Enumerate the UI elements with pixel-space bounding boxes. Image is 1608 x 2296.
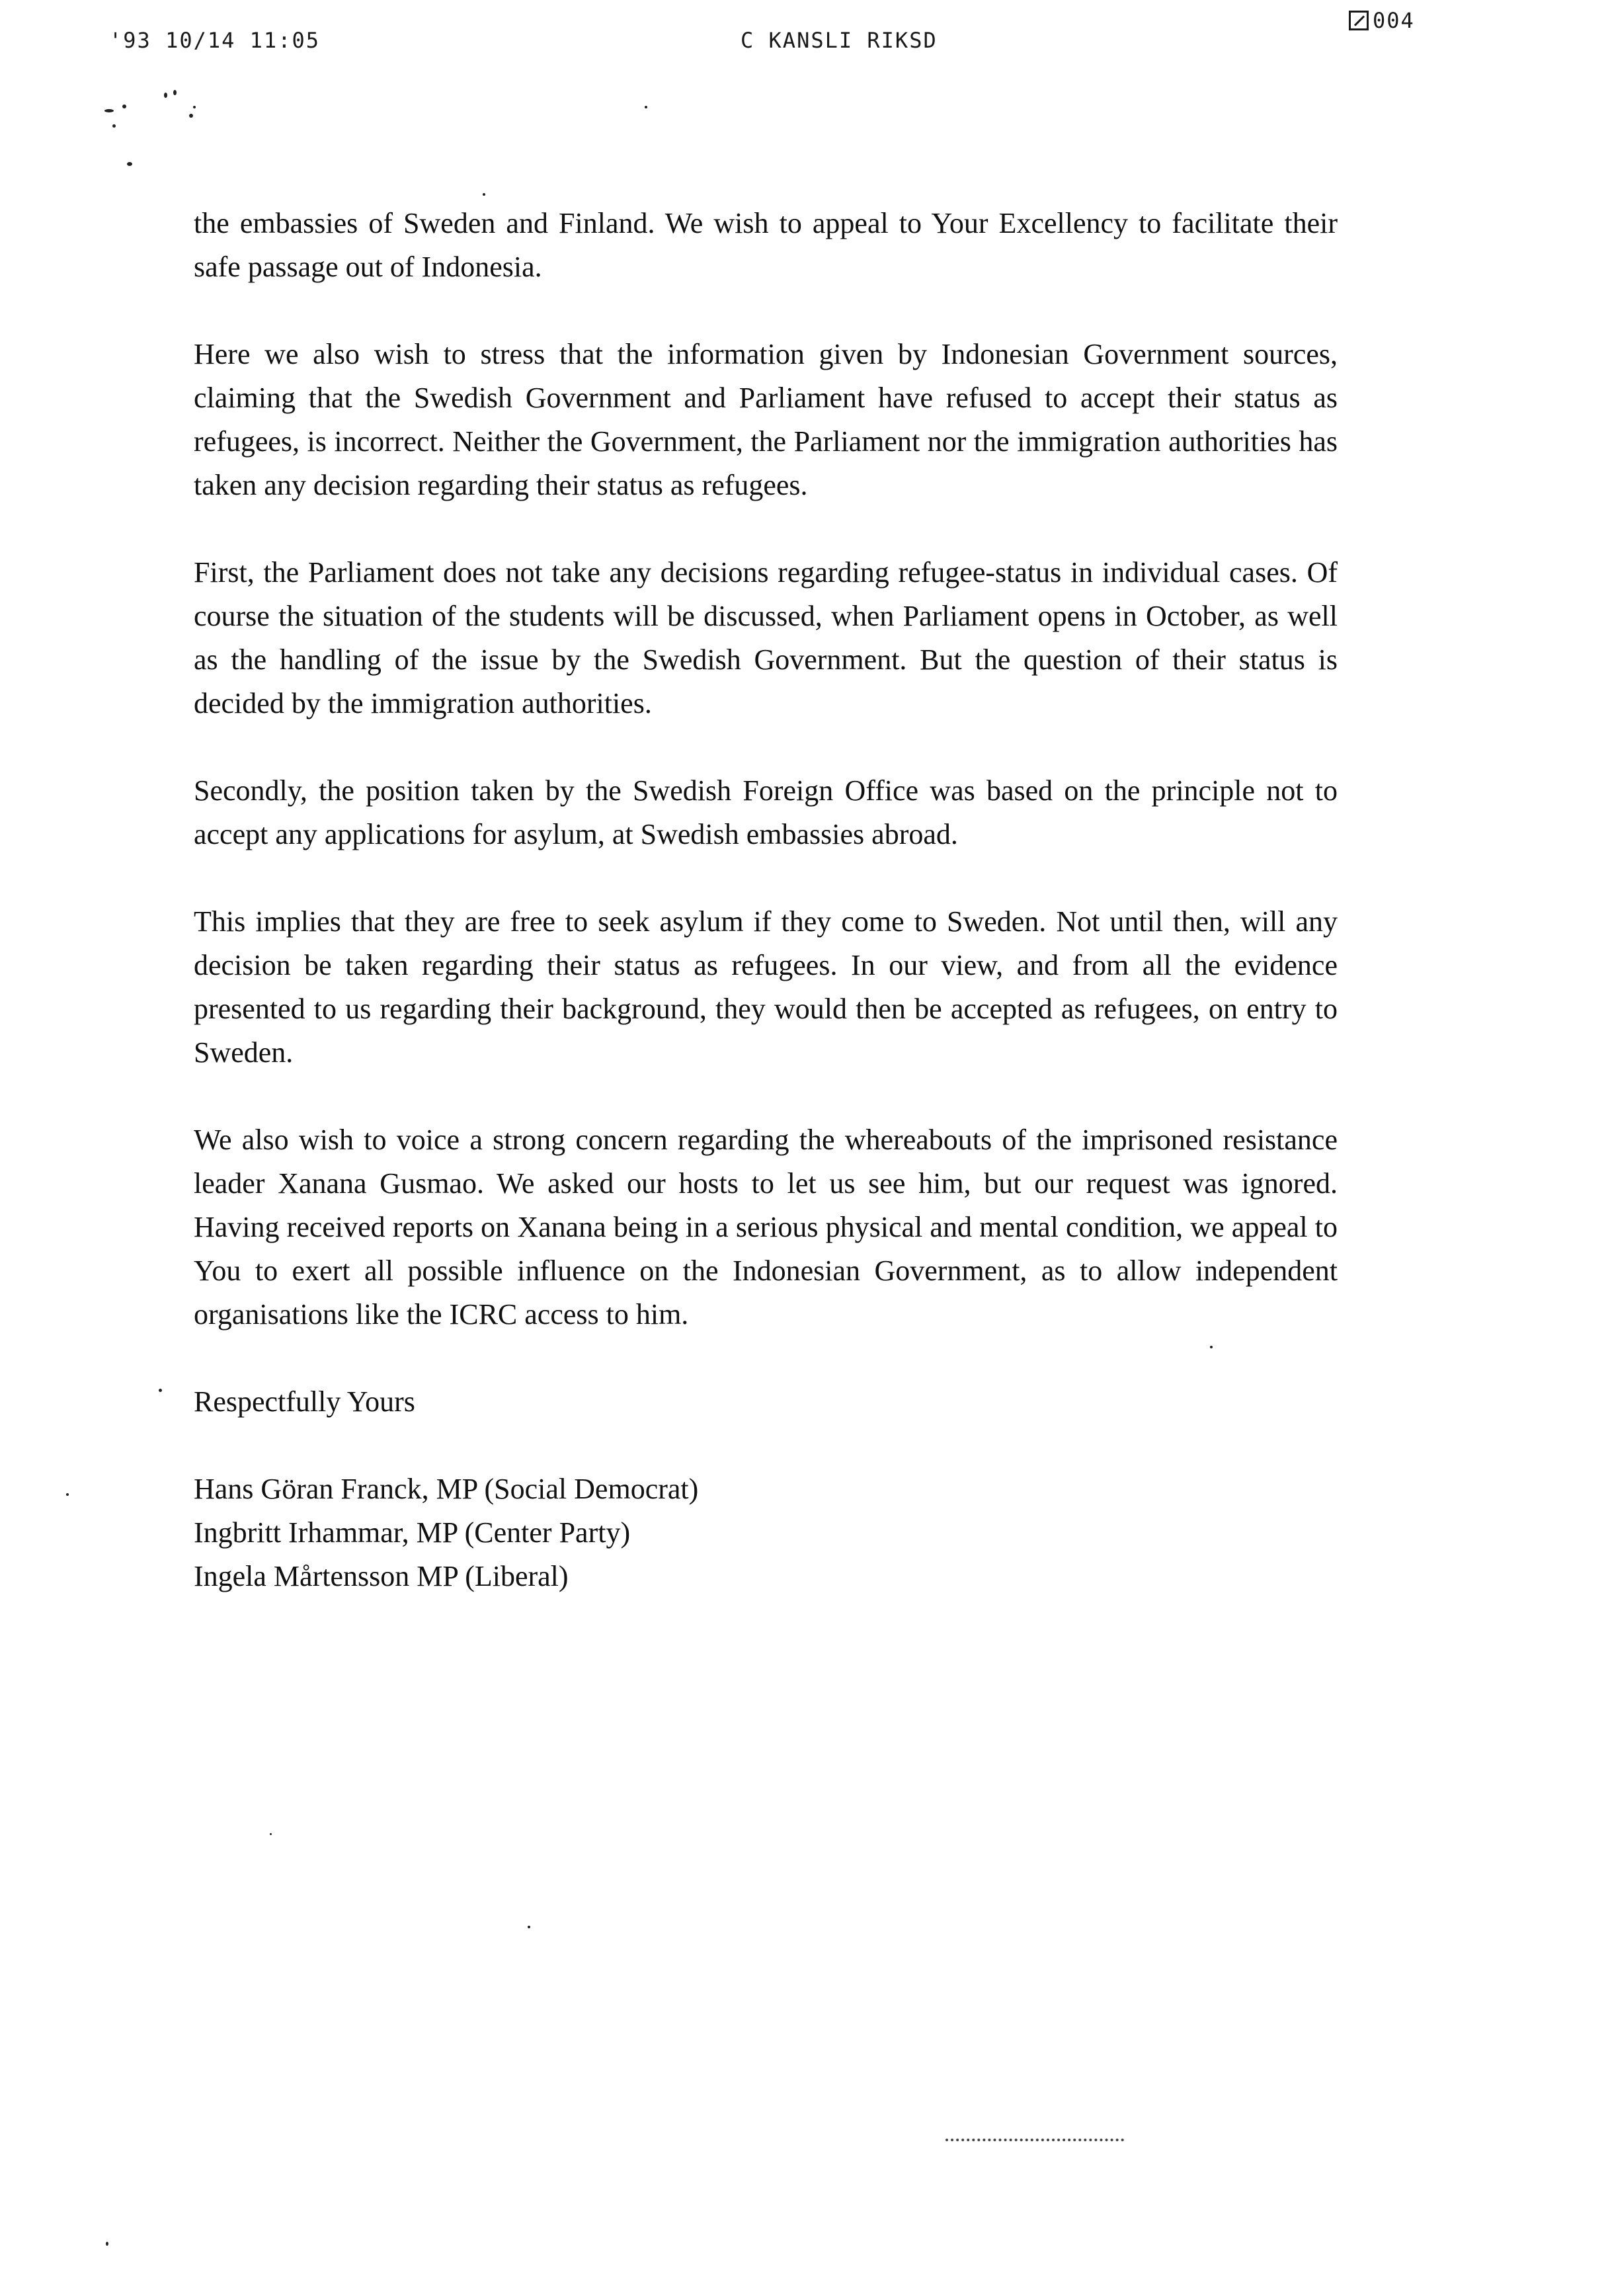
scan-speck	[645, 106, 647, 108]
scan-speck	[173, 90, 177, 95]
fax-sender: C KANSLI RIKSD	[741, 28, 938, 53]
scan-speck	[122, 104, 126, 108]
signatory: Ingbritt Irhammar, MP (Center Party)	[194, 1516, 631, 1549]
signatory: Ingela Mårtensson MP (Liberal)	[194, 1560, 569, 1592]
scan-speck	[528, 1926, 530, 1928]
letter-paragraph: First, the Parliament does not take any decisions regarding refugee-status in individual cases. Of course the situation of the students will be discussed, when Parliament opens in October, as well as the handling of the issue by the Swedish Government. But the question of their status is decided by the immigration authorities.	[194, 556, 1338, 719]
scan-speck	[159, 1389, 162, 1392]
letter-paragraph: This implies that they are free to seek asylum if they come to Sweden. Not until then, will any decision be taken regarding their status as refugees. In our view, and from all the evidence presented to us regarding their background, they would then be accepted as refugees, on entry to Sweden.	[194, 905, 1338, 1069]
scan-speck	[112, 124, 116, 128]
scan-speck	[106, 2242, 108, 2246]
scan-speck	[270, 1833, 272, 1835]
scan-speck	[104, 109, 114, 112]
letter-paragraph: the embassies of Sweden and Finland. We wish to appeal to Your Excellency to facilitate their safe passage out of Indonesia.	[194, 207, 1338, 283]
letter-paragraph: Here we also wish to stress that the information given by Indonesian Government sources, claiming that the Swedish Government and Parliament have refused to accept their status as refugees, is incorrect. Neither the Government, the Parliament nor the immigration authorities has taken any decision regarding their status as refugees.	[194, 338, 1338, 501]
scan-speck	[483, 193, 485, 196]
signatory-list	[194, 1467, 1338, 1598]
fax-page-icon	[1349, 11, 1369, 30]
scan-speck	[164, 93, 167, 98]
scan-speck	[66, 1493, 69, 1496]
letter-closing: Respectfully Yours	[194, 1385, 415, 1418]
signatory: Hans Göran Franck, MP (Social Democrat)	[194, 1473, 699, 1505]
scan-dotted-mark	[945, 2139, 1124, 2141]
letter-paragraph: Secondly, the position taken by the Swedish Foreign Office was based on the principle not to accept any applications for asylum, at Swedish embassies abroad.	[194, 774, 1338, 850]
fax-page-number: 004	[1373, 8, 1415, 33]
scan-speck	[127, 162, 132, 166]
letter-body	[194, 202, 1338, 1598]
scan-speck	[193, 106, 196, 108]
fax-page-indicator	[1349, 8, 1415, 33]
fax-datetime: '93 10/14 11:05	[109, 28, 320, 53]
scan-speck	[189, 114, 193, 118]
letter-paragraph: We also wish to voice a strong concern regarding the whereabouts of the imprisoned resistance leader Xanana Gusmao. We asked our hosts to let us see him, but our request was ignored. Having received reports on Xanana being in a serious physical and mental condition, we appeal to You to exert all possible influence on the Indonesian Government, as to allow independent organisations like the ICRC access to him.	[194, 1124, 1338, 1331]
